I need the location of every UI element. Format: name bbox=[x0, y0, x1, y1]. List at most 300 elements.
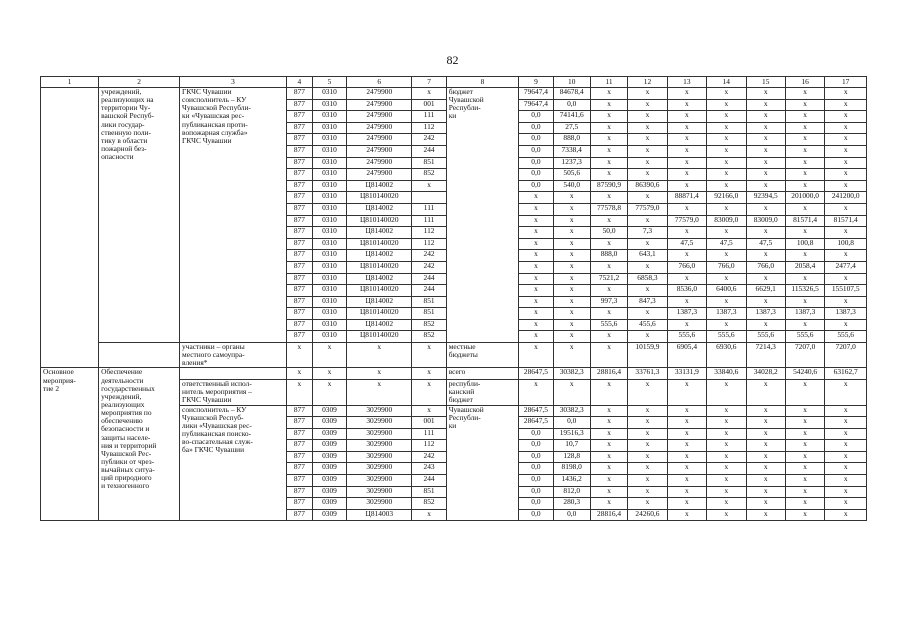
table-cell: 877 bbox=[286, 238, 312, 250]
table-cell: 111 bbox=[412, 215, 446, 227]
cell-executor bbox=[180, 368, 287, 380]
table-cell: 851 bbox=[412, 296, 446, 308]
table-cell: 112 bbox=[412, 122, 446, 134]
table-cell: х bbox=[590, 498, 627, 510]
table-cell: 540,0 bbox=[553, 180, 590, 192]
table-cell: 852 bbox=[412, 498, 446, 510]
table-cell: х bbox=[519, 238, 553, 250]
table-cell: 1387,3 bbox=[667, 308, 706, 320]
table-cell: 100,8 bbox=[785, 238, 824, 250]
table-cell: 555,6 bbox=[746, 331, 785, 343]
table-cell: 877 bbox=[286, 180, 312, 192]
column-header: 7 bbox=[412, 77, 446, 88]
table-cell: 643,1 bbox=[628, 250, 667, 262]
table-cell: 7207,0 bbox=[785, 343, 824, 368]
table-cell: х bbox=[825, 463, 867, 475]
table-cell: 1387,3 bbox=[785, 308, 824, 320]
table-cell: х bbox=[590, 215, 627, 227]
table-cell: х bbox=[707, 475, 746, 487]
table-cell: х bbox=[412, 368, 446, 380]
table-cell: 3029900 bbox=[347, 417, 412, 429]
table-cell: х bbox=[785, 250, 824, 262]
table-cell: х bbox=[746, 498, 785, 510]
table-cell: х bbox=[412, 380, 446, 405]
table-cell: х bbox=[628, 463, 667, 475]
table-cell: 3029900 bbox=[347, 451, 412, 463]
table-cell: 877 bbox=[286, 509, 312, 521]
table-cell: х bbox=[412, 509, 446, 521]
table-cell: 877 bbox=[286, 157, 312, 169]
table-cell: 30382,3 bbox=[553, 405, 590, 417]
table-cell: 83009,0 bbox=[746, 215, 785, 227]
table-cell: х bbox=[785, 440, 824, 452]
table-cell: 3029900 bbox=[347, 463, 412, 475]
table-cell: 2058,4 bbox=[785, 261, 824, 273]
cell-event-title bbox=[41, 368, 99, 521]
cell-line: ственную поли- bbox=[101, 127, 151, 137]
table-cell: 0309 bbox=[312, 417, 346, 429]
table-cell: Ц814002 bbox=[347, 180, 412, 192]
table-cell: 241200,0 bbox=[825, 192, 867, 204]
table-cell: 244 bbox=[412, 285, 446, 297]
table-cell: 83009,0 bbox=[707, 215, 746, 227]
table-cell: х bbox=[785, 417, 824, 429]
table-cell: 0,0 bbox=[519, 463, 553, 475]
table-cell: х bbox=[825, 486, 867, 498]
table-cell: х bbox=[746, 122, 785, 134]
table-cell: 0,0 bbox=[519, 157, 553, 169]
cell-description bbox=[99, 368, 180, 521]
cell-line: ГКЧС Чувашии bbox=[182, 395, 232, 405]
table-cell: х bbox=[707, 380, 746, 405]
cell-line: ций природного bbox=[101, 473, 152, 483]
table-cell: х bbox=[746, 273, 785, 285]
table-cell: х bbox=[825, 405, 867, 417]
table-cell: 0,0 bbox=[553, 99, 590, 111]
table-cell: 0310 bbox=[312, 169, 346, 181]
table-cell: 877 bbox=[286, 261, 312, 273]
table-cell: 877 bbox=[286, 145, 312, 157]
table-cell: х bbox=[312, 380, 346, 405]
table-cell: 1436,2 bbox=[553, 475, 590, 487]
table-cell: х bbox=[707, 440, 746, 452]
cell-line: местные bbox=[448, 342, 476, 352]
table-cell: х bbox=[707, 122, 746, 134]
table-cell: х bbox=[590, 475, 627, 487]
cell-executor bbox=[180, 405, 287, 521]
table-cell: 877 bbox=[286, 88, 312, 100]
table-cell: х bbox=[707, 99, 746, 111]
cell-line: во-спасательная служ- bbox=[182, 437, 253, 447]
table-cell: 3029900 bbox=[347, 405, 412, 417]
table-cell: 877 bbox=[286, 331, 312, 343]
table-cell: х bbox=[707, 451, 746, 463]
table-cell: 0310 bbox=[312, 192, 346, 204]
table-cell: х bbox=[590, 88, 627, 100]
table-cell: 111 bbox=[412, 203, 446, 215]
table-cell: х bbox=[628, 122, 667, 134]
table-cell: х bbox=[746, 145, 785, 157]
table-cell: Ц814003 bbox=[347, 509, 412, 521]
cell-line: нитель мероприятия – bbox=[182, 387, 252, 397]
column-header: 11 bbox=[590, 77, 627, 88]
table-cell: х bbox=[746, 475, 785, 487]
table-cell: 766,0 bbox=[707, 261, 746, 273]
table-cell: х bbox=[590, 405, 627, 417]
table-cell: 8536,0 bbox=[667, 285, 706, 297]
table-cell: 0,0 bbox=[519, 440, 553, 452]
table-cell: х bbox=[590, 238, 627, 250]
table-cell: х bbox=[590, 380, 627, 405]
table-cell: х bbox=[667, 134, 706, 146]
table-cell: 27,5 bbox=[553, 122, 590, 134]
table-cell: 877 bbox=[286, 405, 312, 417]
table-cell: х bbox=[590, 192, 627, 204]
table-cell: х bbox=[785, 111, 824, 123]
table-cell: х bbox=[312, 368, 346, 380]
table-cell: 242 bbox=[412, 451, 446, 463]
cell-line: публики от чрез- bbox=[101, 457, 155, 467]
table-cell: 3029900 bbox=[347, 475, 412, 487]
table-cell: 47,5 bbox=[746, 238, 785, 250]
cell-line: канский bbox=[448, 387, 475, 397]
table-cell: 0310 bbox=[312, 296, 346, 308]
cell-line: лики «Чувашская рес- bbox=[182, 420, 252, 430]
table-cell: х bbox=[825, 273, 867, 285]
column-header: 9 bbox=[519, 77, 553, 88]
table-cell: х bbox=[746, 417, 785, 429]
table-cell: х bbox=[707, 227, 746, 239]
table-cell: х bbox=[553, 215, 590, 227]
table-cell: х bbox=[667, 111, 706, 123]
table-cell: х bbox=[628, 261, 667, 273]
table-cell: 2479900 bbox=[347, 111, 412, 123]
table-cell: х bbox=[553, 296, 590, 308]
table-cell: 0310 bbox=[312, 99, 346, 111]
table-cell: 87590,9 bbox=[590, 180, 627, 192]
cell-funding-source bbox=[446, 88, 519, 343]
table-cell: 1387,3 bbox=[707, 308, 746, 320]
table-cell: х bbox=[590, 440, 627, 452]
table-cell: х bbox=[553, 261, 590, 273]
table-cell: 3029900 bbox=[347, 440, 412, 452]
table-cell: 877 bbox=[286, 319, 312, 331]
column-header: 14 bbox=[707, 77, 746, 88]
table-cell: х bbox=[825, 380, 867, 405]
column-header: 15 bbox=[746, 77, 785, 88]
table-cell: х bbox=[286, 380, 312, 405]
table-cell: х bbox=[628, 145, 667, 157]
table-cell: 28647,5 bbox=[519, 368, 553, 380]
table-cell: 766,0 bbox=[746, 261, 785, 273]
column-header: 6 bbox=[347, 77, 412, 88]
table-cell: Ц814002 bbox=[347, 227, 412, 239]
table-header-row bbox=[41, 77, 867, 88]
table-cell: 0309 bbox=[312, 498, 346, 510]
cell-funding-source: всего bbox=[446, 368, 519, 380]
table-cell: х bbox=[707, 486, 746, 498]
cell-line: Чувашской bbox=[448, 405, 484, 414]
table-cell: 47,5 bbox=[667, 238, 706, 250]
cell-line: и техногенного bbox=[101, 481, 150, 491]
table-cell: 0,0 bbox=[519, 498, 553, 510]
table-cell bbox=[412, 192, 446, 204]
table-cell: 877 bbox=[286, 428, 312, 440]
table-cell: х bbox=[707, 88, 746, 100]
cell-line: Чувашской Республи- bbox=[182, 103, 251, 113]
table-cell: х bbox=[667, 203, 706, 215]
table-cell: х bbox=[825, 145, 867, 157]
table-cell: 0310 bbox=[312, 261, 346, 273]
table-cell: 34028,2 bbox=[746, 368, 785, 380]
table-cell: 54240,6 bbox=[785, 368, 824, 380]
table-cell: х bbox=[785, 227, 824, 239]
cell-line: ба» ГКЧС Чувашии bbox=[182, 445, 245, 455]
table-cell: 81571,4 bbox=[785, 215, 824, 227]
table-cell: х bbox=[667, 405, 706, 417]
table-cell: х bbox=[628, 238, 667, 250]
table-cell: х bbox=[825, 417, 867, 429]
table-cell: 7214,3 bbox=[746, 343, 785, 368]
table-cell: 8198,0 bbox=[553, 463, 590, 475]
table-cell: 0310 bbox=[312, 308, 346, 320]
table-cell: х bbox=[667, 486, 706, 498]
table-cell: Ц810140020 bbox=[347, 331, 412, 343]
table-cell: 77579,0 bbox=[667, 215, 706, 227]
table-cell: 877 bbox=[286, 111, 312, 123]
table-cell: х bbox=[590, 169, 627, 181]
table-cell: 92166,0 bbox=[707, 192, 746, 204]
table-cell: 812,0 bbox=[553, 486, 590, 498]
table-cell: 877 bbox=[286, 417, 312, 429]
table-cell: х bbox=[412, 405, 446, 417]
table-cell: 877 bbox=[286, 296, 312, 308]
table-cell: 0310 bbox=[312, 273, 346, 285]
table-cell: 555,6 bbox=[667, 331, 706, 343]
table-cell: х bbox=[707, 319, 746, 331]
table-cell: х bbox=[519, 261, 553, 273]
table-cell: х bbox=[519, 215, 553, 227]
table-cell: х bbox=[746, 405, 785, 417]
table-cell: 244 bbox=[412, 273, 446, 285]
table-cell: х bbox=[628, 169, 667, 181]
table-cell: 455,6 bbox=[628, 319, 667, 331]
table-cell: 81571,4 bbox=[825, 215, 867, 227]
table-cell: 6400,6 bbox=[707, 285, 746, 297]
table-cell: 111 bbox=[412, 428, 446, 440]
cell-line: реализующих bbox=[101, 400, 145, 410]
table-cell: 0,0 bbox=[519, 486, 553, 498]
table-cell: х bbox=[590, 451, 627, 463]
table-cell: х bbox=[825, 227, 867, 239]
table-cell: 0309 bbox=[312, 428, 346, 440]
table-cell: х bbox=[667, 99, 706, 111]
table-cell: 852 bbox=[412, 169, 446, 181]
table-cell: х bbox=[746, 99, 785, 111]
cell-line: бюджеты bbox=[448, 350, 478, 360]
cell-line: соисполнитель – КУ bbox=[182, 95, 247, 105]
table-row bbox=[41, 88, 867, 100]
table-cell: 63162,7 bbox=[825, 368, 867, 380]
cell-line: участники – органы bbox=[182, 342, 245, 352]
table-cell: х bbox=[707, 134, 746, 146]
table-cell: х bbox=[667, 428, 706, 440]
table-cell: Ц814002 bbox=[347, 296, 412, 308]
table-cell: х bbox=[825, 509, 867, 521]
table-cell: х bbox=[590, 157, 627, 169]
table-cell: 0,0 bbox=[553, 417, 590, 429]
table-cell: х bbox=[667, 227, 706, 239]
table-cell: х bbox=[519, 343, 553, 368]
column-header: 16 bbox=[785, 77, 824, 88]
table-cell: х bbox=[825, 111, 867, 123]
cell-line: государственных bbox=[101, 383, 155, 393]
table-cell: х bbox=[519, 319, 553, 331]
column-header: 8 bbox=[446, 77, 519, 88]
table-cell: х bbox=[746, 463, 785, 475]
table-cell: х bbox=[785, 380, 824, 405]
table-cell: 79647,4 bbox=[519, 99, 553, 111]
column-header: 12 bbox=[628, 77, 667, 88]
table-cell: х bbox=[746, 227, 785, 239]
table-cell: 3029900 bbox=[347, 486, 412, 498]
table-cell: х bbox=[746, 134, 785, 146]
table-cell: х bbox=[707, 417, 746, 429]
table-cell: Ц814002 bbox=[347, 250, 412, 262]
table-cell: 877 bbox=[286, 122, 312, 134]
cell-line: территории Чу- bbox=[101, 103, 151, 113]
table-cell: 852 bbox=[412, 319, 446, 331]
cell-line: соисполнитель – КУ bbox=[182, 405, 247, 414]
cell-line: деятельности bbox=[101, 375, 144, 385]
cell-line: вычайных ситуа- bbox=[101, 465, 155, 475]
table-cell: х bbox=[785, 319, 824, 331]
table-cell: 847,3 bbox=[628, 296, 667, 308]
cell-line: Обеспечение bbox=[101, 367, 143, 377]
table-cell: х bbox=[825, 88, 867, 100]
table-cell: 7207,0 bbox=[825, 343, 867, 368]
table-cell: 001 bbox=[412, 99, 446, 111]
table-cell: х bbox=[667, 88, 706, 100]
table-cell: х bbox=[707, 203, 746, 215]
table-cell: 24260,6 bbox=[628, 509, 667, 521]
table-cell: х bbox=[667, 250, 706, 262]
table-cell: Ц814002 bbox=[347, 203, 412, 215]
table-cell: х bbox=[667, 498, 706, 510]
table-cell: х bbox=[825, 157, 867, 169]
table-cell: х bbox=[590, 428, 627, 440]
table-cell: 10159,9 bbox=[628, 343, 667, 368]
table-cell: х bbox=[785, 273, 824, 285]
table-cell: 28647,5 bbox=[519, 405, 553, 417]
table-cell: 28647,5 bbox=[519, 417, 553, 429]
table-cell: х bbox=[667, 440, 706, 452]
table-cell: 877 bbox=[286, 440, 312, 452]
cell-line: ки bbox=[448, 111, 457, 121]
table-cell: х bbox=[519, 380, 553, 405]
cell-executor bbox=[180, 380, 287, 405]
table-cell: х bbox=[707, 428, 746, 440]
table-cell: 0310 bbox=[312, 331, 346, 343]
table-cell: 0,0 bbox=[519, 169, 553, 181]
table-cell: х bbox=[553, 285, 590, 297]
table-cell: 112 bbox=[412, 440, 446, 452]
cell-line: ГКЧС Чувашии bbox=[182, 135, 232, 145]
table-cell: 33840,6 bbox=[707, 368, 746, 380]
column-header: 3 bbox=[180, 77, 287, 88]
table-cell: х bbox=[312, 343, 346, 368]
table-cell: 77579,0 bbox=[628, 203, 667, 215]
table-cell: 280,3 bbox=[553, 498, 590, 510]
table-cell: 877 bbox=[286, 99, 312, 111]
budget-table bbox=[40, 76, 867, 521]
table-cell: х bbox=[590, 308, 627, 320]
table-cell: х bbox=[785, 157, 824, 169]
table-cell: х bbox=[347, 343, 412, 368]
table-cell: 33131,9 bbox=[667, 368, 706, 380]
cell-line: ния и территорий bbox=[101, 440, 157, 450]
table-cell: 7338,4 bbox=[553, 145, 590, 157]
table-cell: 0309 bbox=[312, 405, 346, 417]
table-cell: 79647,4 bbox=[519, 88, 553, 100]
table-cell: х bbox=[519, 331, 553, 343]
table-cell: 0310 bbox=[312, 157, 346, 169]
table-cell: х bbox=[628, 380, 667, 405]
table-cell: х bbox=[785, 475, 824, 487]
column-header: 17 bbox=[825, 77, 867, 88]
table-cell: 877 bbox=[286, 308, 312, 320]
table-cell: х bbox=[628, 215, 667, 227]
table-cell: 155107,5 bbox=[825, 285, 867, 297]
cell-line: Чувашской bbox=[448, 95, 484, 105]
table-cell: х bbox=[746, 250, 785, 262]
table-cell: х bbox=[628, 285, 667, 297]
table-cell: Ц810140020 bbox=[347, 261, 412, 273]
table-cell: 851 bbox=[412, 308, 446, 320]
cell-line: ки bbox=[448, 420, 457, 430]
cell-line: мероприятия по bbox=[101, 408, 152, 418]
cell-funding-source bbox=[446, 405, 519, 521]
table-cell: 0,0 bbox=[519, 451, 553, 463]
table-cell: х bbox=[746, 319, 785, 331]
table-cell: Ц810140020 bbox=[347, 285, 412, 297]
table-cell: х bbox=[825, 440, 867, 452]
table-cell: 77578,8 bbox=[590, 203, 627, 215]
cell-line: Республи- bbox=[448, 103, 481, 113]
table-cell: 1387,3 bbox=[825, 308, 867, 320]
table-cell: х bbox=[785, 463, 824, 475]
table-cell: 28816,4 bbox=[590, 368, 627, 380]
table-cell: 115326,5 bbox=[785, 285, 824, 297]
table-row bbox=[41, 343, 867, 368]
table-cell: 0,0 bbox=[519, 145, 553, 157]
cell-funding-source bbox=[446, 380, 519, 405]
table-cell: 555,6 bbox=[590, 319, 627, 331]
table-cell: х bbox=[519, 203, 553, 215]
table-cell: 2477,4 bbox=[825, 261, 867, 273]
table-cell: 244 bbox=[412, 475, 446, 487]
cell-line: опасности bbox=[101, 152, 134, 162]
table-cell: 505,6 bbox=[553, 169, 590, 181]
cell-line: тику в области bbox=[101, 135, 148, 145]
table-cell: х bbox=[553, 192, 590, 204]
page-number: 82 bbox=[446, 53, 459, 67]
table-cell: х bbox=[746, 296, 785, 308]
cell-line: реализующих на bbox=[101, 95, 154, 105]
table-cell: х bbox=[628, 428, 667, 440]
cell-line: местного самоупра- bbox=[182, 350, 245, 360]
table-cell: х bbox=[785, 122, 824, 134]
